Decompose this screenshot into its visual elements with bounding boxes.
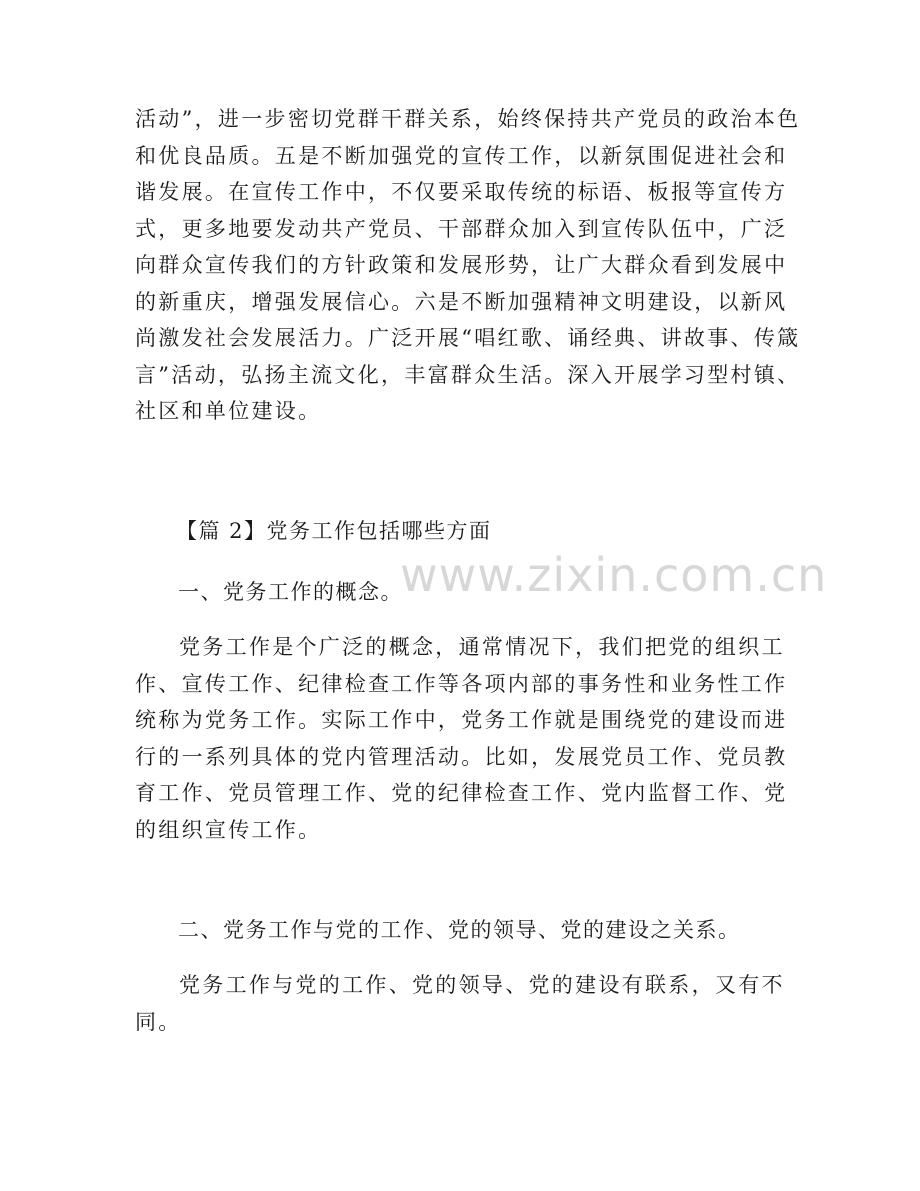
text-line: 育工作、党员管理工作、党的纪律检查工作、党内监督工作、党 [135, 781, 788, 805]
paragraph-concept [135, 629, 788, 848]
text-line: 作、宣传工作、纪律检查工作等各项内部的事务性和业务性工作 [135, 671, 788, 696]
text-line: 言”活动，弘扬主流文化，丰富群众生活。深入开展学习型村镇、 [135, 362, 801, 387]
text-line: 式，更多地要发动共产党员、干部群众加入到宣传队伍中，广泛 [135, 216, 788, 241]
text-line: 行的一系列具体的党内管理活动。比如，发展党员工作、党员教 [135, 744, 788, 769]
text-line: 社区和单位建设。 [135, 399, 322, 423]
text-line: 和优良品质。五是不断加强党的宣传工作，以新氛围促进社会和 [135, 143, 788, 168]
text-line: 同。 [135, 1009, 182, 1034]
text-line: 党务工作是个广泛的概念，通常情况下，我们把党的组织工 [179, 635, 785, 659]
section-heading-1: 一、党务工作的概念。 [178, 580, 403, 604]
paragraph-relationship [135, 967, 785, 1040]
text-line: 活动”，进一步密切党群干群关系，始终保持共产党员的政治本色 [135, 107, 801, 131]
paragraph-continuation [135, 101, 801, 430]
text-line: 统称为党务工作。实际工作中，党务工作就是围绕党的建设而进 [135, 708, 788, 732]
text-line: 谐发展。在宣传工作中，不仅要采取传统的标语、板报等宣传方 [135, 180, 788, 204]
text-line: 尚激发社会发展活力。广泛开展“唱红歌、诵经典、讲故事、传箴 [135, 326, 801, 350]
text-line: 党务工作与党的工作、党的领导、党的建设有联系，又有不 [179, 973, 785, 997]
text-line: 的新重庆，增强发展信心。六是不断加强精神文明建设，以新风 [135, 289, 788, 314]
section-heading-2: 二、党务工作与党的工作、党的领导、党的建设之关系。 [178, 918, 741, 942]
article-title: 【篇 2】党务工作包括哪些方面 [176, 519, 492, 543]
text-line: 的组织宣传工作。 [135, 817, 322, 842]
watermark: www.zixin.com.cn [400, 548, 828, 602]
text-line: 向群众宣传我们的方针政策和发展形势，让广大群众看到发展中 [135, 253, 788, 277]
